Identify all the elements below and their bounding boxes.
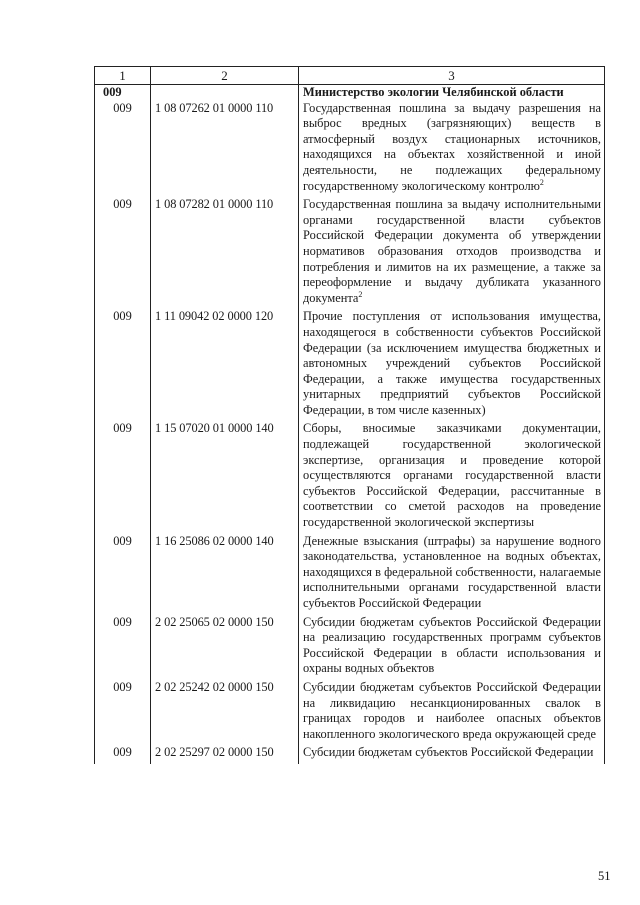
revenue-description bbox=[299, 745, 605, 764]
revenue-description bbox=[299, 615, 605, 680]
table-row bbox=[95, 534, 605, 615]
ministry-empty-cell bbox=[151, 85, 299, 101]
description-text: Денежные взыскания (штрафы) за нарушение водного законодательства, установленное на водных объектах, находящихся в федеральной собственности, налагаемые исполнительными органами государственной власти субъектов Российской Федерации bbox=[303, 533, 601, 610]
revenue-description bbox=[299, 680, 605, 745]
revenue-code: 1 11 09042 02 0000 120 bbox=[151, 309, 299, 421]
footnote-mark: 2 bbox=[539, 177, 544, 187]
ministry-name: Министерство экологии Челябинской области bbox=[299, 85, 605, 101]
ministry-row bbox=[95, 85, 605, 101]
revenue-code: 1 16 25086 02 0000 140 bbox=[151, 534, 299, 615]
revenue-code: 1 08 07262 01 0000 110 bbox=[151, 101, 299, 198]
footnote-mark: 2 bbox=[358, 289, 363, 299]
table-row bbox=[95, 197, 605, 309]
revenue-description bbox=[299, 101, 605, 198]
revenue-description bbox=[299, 197, 605, 309]
admin-code: 009 bbox=[95, 680, 151, 745]
description-text: Субсидии бюджетам субъектов Российской Федерации на реализацию государственных программ субъектов Российской Федерации в области использования и охраны водных объектов bbox=[303, 614, 601, 676]
description-text: Сборы, вносимые заказчиками документации, подлежащей государственной экологической экспертизе, организация и проведение которой осуществляются органами государственной власти субъектов Российской Федерации, рассчитанные в соответствии со сметой расходов на проведение государственной экологической экспертизы bbox=[303, 421, 601, 530]
revenue-description bbox=[299, 309, 605, 421]
description-text: Государственная пошлина за выдачу разрешения на выброс вредных (загрязняющих) веществ в атмосферный воздух стационарных источников, находящихся на объектах хозяйственной и иной деятельности, не подлежащих федеральному государственному экологическому контролю bbox=[303, 100, 601, 193]
revenue-code: 2 02 25242 02 0000 150 bbox=[151, 680, 299, 745]
header-row bbox=[95, 67, 605, 85]
ministry-code: 009 bbox=[95, 85, 151, 101]
revenue-codes-table bbox=[94, 66, 605, 764]
revenue-description bbox=[299, 421, 605, 533]
revenue-code: 1 15 07020 01 0000 140 bbox=[151, 421, 299, 533]
table-row bbox=[95, 421, 605, 533]
header-col-1: 1 bbox=[95, 67, 151, 85]
description-text: Прочие поступления от использования имущества, находящегося в собственности субъектов Российской Федерации (за исключением имущества бюджетных и автономных учреждений субъектов Российской Федерации, а также имущества государственных унитарных предприятий субъектов Российской Федерации, в том числе казенных) bbox=[303, 309, 601, 417]
table-row bbox=[95, 615, 605, 680]
table-row bbox=[95, 309, 605, 421]
admin-code: 009 bbox=[95, 615, 151, 680]
admin-code: 009 bbox=[95, 197, 151, 309]
admin-code: 009 bbox=[95, 101, 151, 198]
description-text: Субсидии бюджетам субъектов Российской Федерации bbox=[303, 745, 594, 760]
table-row bbox=[95, 680, 605, 745]
header-col-3: 3 bbox=[299, 67, 605, 85]
revenue-code: 1 08 07282 01 0000 110 bbox=[151, 197, 299, 309]
table-row bbox=[95, 745, 605, 764]
description-text: Государственная пошлина за выдачу исполнительными органами государственной власти субъектов Российской Федерации документа об утверждении нормативов образования отходов производства и потребления и лимитов на их размещение, а также за переоформление и выдачу дубликата указанного документа bbox=[303, 197, 601, 305]
admin-code: 009 bbox=[95, 745, 151, 764]
revenue-description bbox=[299, 534, 605, 615]
table-row bbox=[95, 101, 605, 198]
revenue-code: 2 02 25065 02 0000 150 bbox=[151, 615, 299, 680]
header-col-2: 2 bbox=[151, 67, 299, 85]
admin-code: 009 bbox=[95, 421, 151, 533]
admin-code: 009 bbox=[95, 309, 151, 421]
page-number: 51 bbox=[598, 869, 611, 883]
revenue-code: 2 02 25297 02 0000 150 bbox=[151, 745, 299, 764]
description-text: Субсидии бюджетам субъектов Российской Федерации на ликвидацию несанкционированных свалок в границах городов и наиболее опасных объектов накопленного экологического вреда окружающей среде bbox=[303, 679, 601, 741]
admin-code: 009 bbox=[95, 534, 151, 615]
